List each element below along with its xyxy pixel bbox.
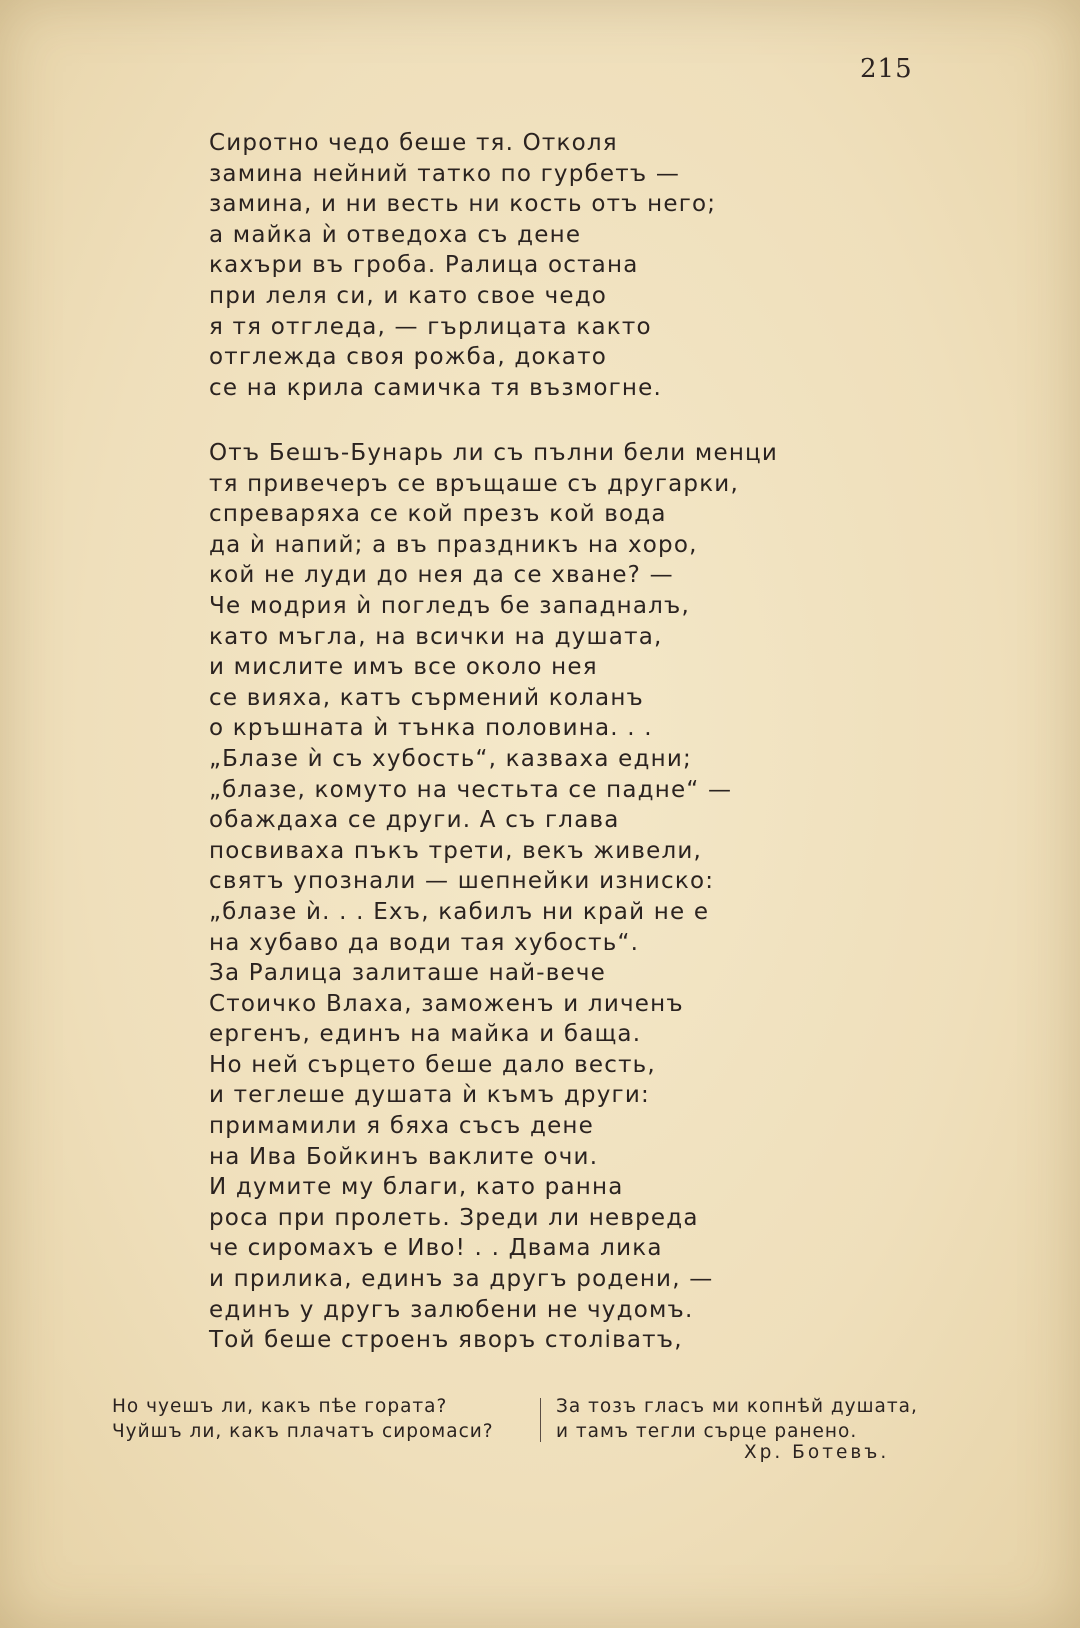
poem-line: Че модрия ѝ погледъ бе западналъ,: [209, 592, 691, 619]
page-number: 215: [860, 54, 913, 84]
poem-line: замина, и ни весть ни кость отъ него;: [209, 191, 717, 218]
poem-line: се на крила самичка тя възмогне.: [209, 374, 663, 401]
poem-line: ергенъ, единъ на майка и баща.: [209, 1021, 642, 1048]
epigraph-right-column: [556, 1394, 918, 1444]
poem-line: я тя отгледа, — гърлицата както: [209, 313, 652, 340]
epigraph-line: Но чуешъ ли, какъ пѣе гората?: [112, 1396, 448, 1417]
epigraph-author: Хр. Ботевъ.: [744, 1442, 890, 1463]
epigraph-divider: [540, 1398, 541, 1442]
poem-line: единъ у другъ залюбени не чудомъ.: [209, 1296, 694, 1323]
epigraph-line: За тозъ гласъ ми копнѣй душата,: [556, 1396, 918, 1417]
poem-stanza-2: [209, 438, 778, 1356]
poem-line: тя привечеръ се връщаше съ другарки,: [209, 470, 739, 497]
poem-line: посвиваха пъкъ трети, векъ живели,: [209, 837, 703, 864]
poem-line: святъ упознали — шепнейки изниско:: [209, 868, 715, 895]
poem-line: о кръшната ѝ тънка половина. . .: [209, 715, 653, 742]
poem-line: да ѝ напий; а въ праздникъ на хоро,: [209, 531, 698, 558]
poem-line: Но ней сърцето беше дало весть,: [209, 1051, 656, 1078]
poem-line: а майка ѝ отведоха съ дене: [209, 221, 582, 248]
epigraph-line: Чуйшъ ли, какъ плачатъ сиромаси?: [112, 1421, 494, 1442]
poem-line: и прилика, единъ за другъ родени, —: [209, 1266, 714, 1293]
poem-line: Сиротно чедо беше тя. Отколя: [209, 130, 618, 156]
poem-line: „блазе, комуто на честьта се падне“ —: [209, 776, 733, 803]
poem-stanza-1: [209, 128, 716, 403]
poem-line: И думите му благи, като ранна: [209, 1174, 624, 1201]
poem-line: кой не луди до нея да се хване? —: [209, 562, 674, 589]
poem-line: „Блазе ѝ съ хубость“, казваха едни;: [209, 745, 692, 772]
epigraph-left-column: [112, 1394, 494, 1444]
poem-line: кахъри въ гроба. Ралица остана: [209, 252, 639, 279]
poem-line: Отъ Бешъ-Бунарь ли съ пълни бели менци: [209, 440, 779, 466]
poem-line: на хубаво да води тая хубость“.: [209, 929, 640, 956]
poem-line: отглежда своя рожба, докато: [209, 344, 607, 371]
poem-line: се вияха, катъ сърмений коланъ: [209, 684, 645, 711]
poem-line: примамили я бяха съсъ дене: [209, 1113, 595, 1140]
poem-line: Стоичко Влаха, заможенъ и личенъ: [209, 990, 684, 1017]
poem-line: като мъгла, на всички на душата,: [209, 623, 663, 650]
poem-line: и теглеше душата ѝ къмъ други:: [209, 1082, 650, 1109]
poem-line: Той беше строенъ яворъ століватъ,: [209, 1327, 683, 1354]
poem-line: при леля си, и като свое чедо: [209, 282, 608, 309]
poem-line: роса при пролеть. Зреди ли невреда: [209, 1204, 699, 1231]
poem-line: на Ива Бойкинъ ваклите очи.: [209, 1143, 599, 1170]
epigraph-line: и тамъ тегли сърце ранено.: [556, 1421, 858, 1442]
poem-line: че сиромахъ е Иво! . . Двама лика: [209, 1235, 663, 1262]
poem-line: и мислите имъ все около нея: [209, 654, 598, 681]
poem-line: обаждаха се други. А съ глава: [209, 807, 620, 834]
poem-line: спреваряха се кой презъ кой вода: [209, 501, 667, 528]
poem-line: „блазе ѝ. . . Ехъ, кабилъ ни край не е: [209, 898, 710, 925]
poem-line: замина нейний татко по гурбетъ —: [209, 160, 681, 187]
poem-line: За Ралица залиташе най-вече: [209, 960, 607, 987]
